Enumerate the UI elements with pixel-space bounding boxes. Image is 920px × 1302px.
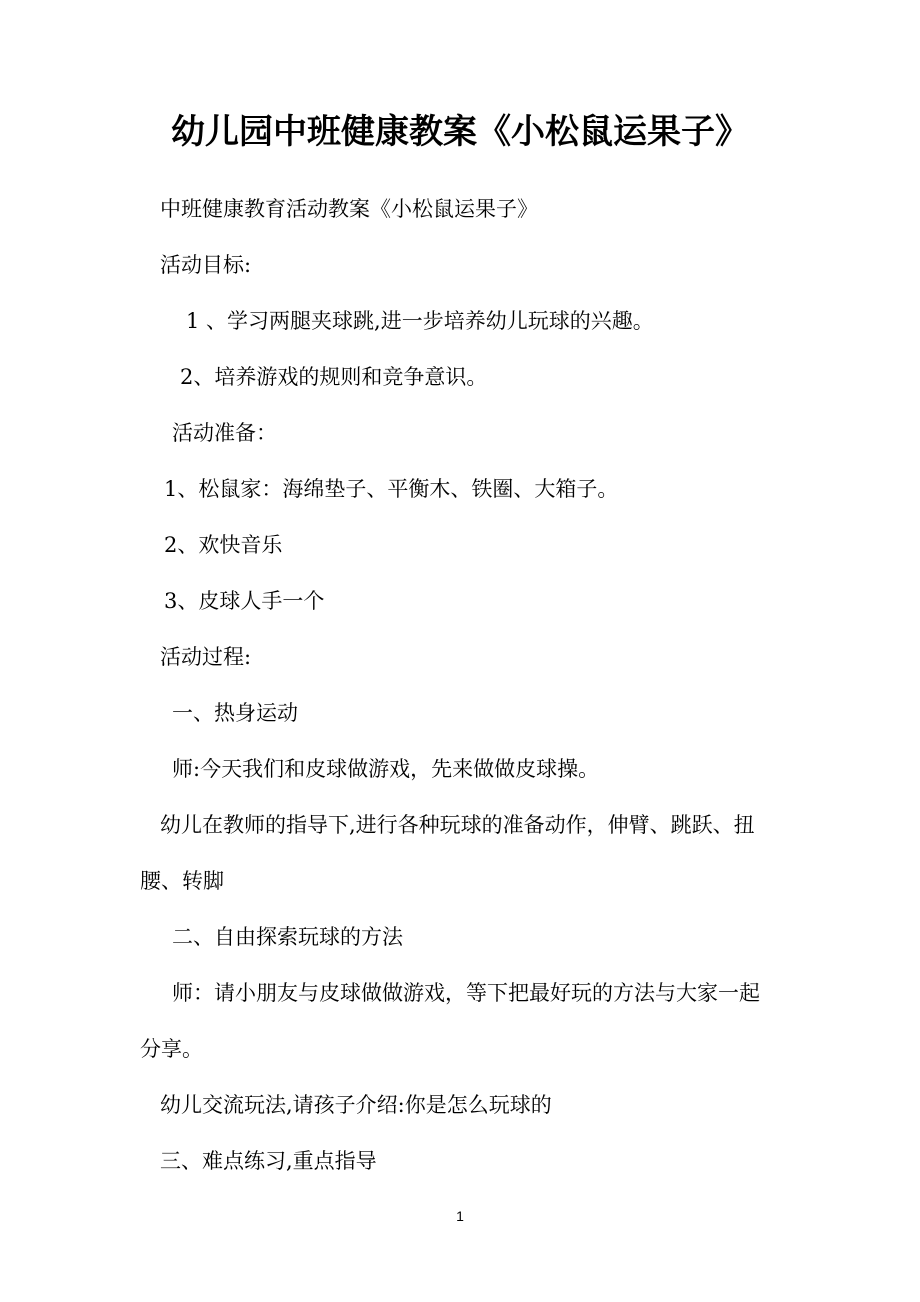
page-number: 1 (456, 1208, 464, 1224)
preparation-item-1: 1、松鼠家：海绵垫子、平衡木、铁圈、大箱子。 (164, 477, 619, 501)
process-step-1-line-1: 师:今天我们和皮球做游戏，先来做做皮球操。 (172, 757, 600, 781)
process-step-2-heading: 二、自由探索玩球的方法 (172, 925, 403, 949)
goal-item-1: 1 、学习两腿夹球跳,进一步培养幼儿玩球的兴趣。 (186, 309, 654, 333)
preparation-item-3: 3、皮球人手一个 (164, 589, 325, 613)
section-heading-goals: 活动目标: (160, 253, 252, 277)
process-step-2-line-1: 师：请小朋友与皮球做做游戏，等下把最好玩的方法与大家一起 (172, 981, 760, 1005)
document-title: 幼儿园中班健康教案《小松鼠运果子》 (171, 112, 749, 152)
process-step-1-line-3: 腰、转脚 (140, 869, 224, 893)
process-step-3-heading: 三、难点练习,重点指导 (160, 1149, 377, 1173)
section-heading-preparation: 活动准备： (172, 421, 277, 445)
subtitle-line: 中班健康教育活动教案《小松鼠运果子》 (160, 197, 538, 221)
process-step-2-line-2: 分享。 (140, 1037, 203, 1061)
section-heading-process: 活动过程: (160, 645, 252, 669)
process-step-2-line-3: 幼儿交流玩法,请孩子介绍:你是怎么玩球的 (160, 1093, 552, 1117)
preparation-item-2: 2、欢快音乐 (164, 533, 283, 557)
process-step-1-heading: 一、热身运动 (172, 701, 298, 725)
process-step-1-line-2: 幼儿在教师的指导下,进行各种玩球的准备动作，伸臂、跳跃、扭 (160, 813, 755, 837)
goal-item-2: 2、培养游戏的规则和竞争意识。 (180, 365, 488, 389)
